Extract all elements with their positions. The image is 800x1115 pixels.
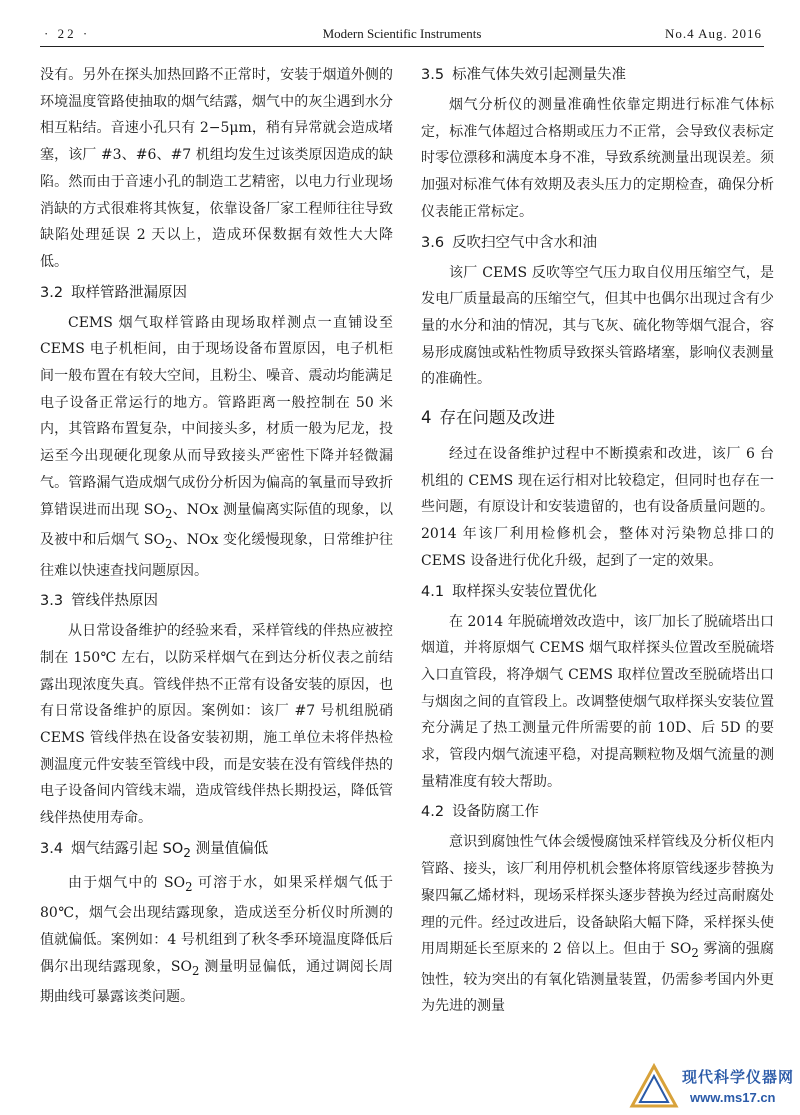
section-title: 反吹扫空气中含水和油 [452, 234, 598, 251]
section-number: 3.5 [421, 67, 445, 83]
paragraph-3-4 [40, 870, 393, 1011]
running-header [40, 24, 764, 47]
paragraph-3-6: 该厂 CEMS 反吹等空气压力取自仪用压缩空气，是发电厂质量最高的压缩空气，但其中也偶尔出现过含有少量的水分和油的情况，其与飞灰、硫化物等烟气混合，容易形成腐蚀或粘性物质导致探头管路堵塞，影响仪表测量的准确性。 [421, 264, 774, 388]
subscript: 2 [164, 506, 173, 521]
section-number: 3.3 [40, 593, 64, 610]
section-heading-3-2 [40, 280, 393, 306]
issue-info: No.4 Aug. 2016 [664, 26, 762, 41]
page-number: · 22 · [44, 26, 91, 41]
right-column [421, 62, 774, 1020]
text-run: 可溶于水，如果采样烟气低于 80℃，烟气会出现结露现象，造成送至分析仪时所测的值就偏低。案例如：4 号机组到了秋冬季环境温度降低后偶尔出现结露现象，SO [40, 874, 393, 975]
watermark-logo [628, 1062, 798, 1114]
subscript: 2 [164, 536, 173, 551]
section-title: 设备防腐工作 [452, 804, 540, 821]
section-heading-4-2 [421, 799, 774, 825]
section-title [71, 840, 269, 860]
section-number: 3.2 [40, 284, 64, 301]
text-run: CEMS 烟气取样管路由现场取样测点一直铺设至 CEMS 电子机柜间，由于现场设备布置原因，电子机柜间一般布置在有较大空间，且粉尘、噪音、震动均能满足电子设备正常运行的地方。管路距离一般控制在 50 米内，其管路布置复杂，中间接头多，材质一般为尼龙，投运至今出现硬化现象从而导致接头严密性下降并轻微漏气。管路漏气造成烟气成份分析因为偏高的氧量而导致折算错误进而出现 SO [40, 314, 393, 518]
subscript: 2 [192, 963, 200, 978]
subscript: 2 [185, 879, 193, 894]
section-title: 取样管路泄漏原因 [71, 284, 188, 301]
paragraph-4: 经过在设备维护过程中不断摸索和改进，该厂 6 台机组的 CEMS 现在运行相对比较稳定，但同时也存在一些问题，有原设计和安装遗留的，也有设备质量问题的。2014 年该厂利用检修机会，整体对污染物总排口的 CEMS 设备进行优化升级，起到了一定的效果。 [421, 446, 774, 569]
paragraph-4-2 [421, 829, 774, 1020]
section-number: 4 [421, 408, 432, 428]
paragraph-3-3: 从日常设备维护的经验来看，采样管线的伴热应被控制在 150℃ 左右，以防采样烟气在到达分析仪表之前结露出现浓度失真。管线伴热不正常有设备安装的原因，也有日常设备维护的原因。案例如：该厂 #7 号机组脱硝 CEMS 管线伴热在设备安装初期，施工单位未将伴热检测温度元件安装至管线中段，而是安装在没有管线伴热的电子设备间内管线末端，造成管线伴热长期投运，降低管线伴热使用寿命。 [40, 623, 393, 827]
text-run: 意识到腐蚀性气体会缓慢腐蚀采样管线及分析仪柜内管路、接头，该厂利用停机机会整体将原管线逐步替换为聚四氟乙烯材料，现场采样探头逐步替换为经过高耐腐处理的元件。经过改进后，设备缺陷大幅下降，采样探头使用周期延长至原来的 2 倍以上。但由于 SO [421, 834, 774, 958]
section-heading-3-4 [40, 836, 393, 866]
section-number: 3.4 [40, 840, 64, 857]
section-title: 取样探头安装位置优化 [452, 583, 598, 600]
paragraph-3-5: 烟气分析仪的测量准确性依靠定期进行标准气体标定，标准气体超过合格期或压力不正常，会导致仪表标定时零位漂移和满度本身不准，导致系统测量出现误差。须加强对标准气体有效期及表头压力的定期检查，确保分析仪表能正常标定。 [421, 97, 774, 220]
section-number: 3.6 [421, 234, 445, 251]
text-run: 由于烟气中的 SO [68, 874, 186, 891]
section-heading-3-5 [421, 62, 774, 88]
left-column [40, 62, 393, 1011]
section-title: 存在问题及改进 [439, 408, 555, 428]
watermark-site-url: www.ms17.cn [690, 1090, 776, 1105]
section-title: 标准气体失效引起测量失准 [452, 67, 627, 83]
subscript: 2 [691, 946, 699, 961]
text-run: 烟气结露引起 SO [71, 840, 184, 857]
section-heading-3-3 [40, 588, 393, 614]
watermark-site-name: 现代科学仪器网 [682, 1068, 795, 1086]
journal-title: Modern Scientific Instruments [322, 26, 482, 41]
section-title: 管线伴热原因 [71, 593, 159, 610]
section-heading-4 [421, 405, 774, 431]
text-run: 测量值偏低 [190, 840, 269, 857]
paragraph-4-1: 在 2014 年脱硫增效改造中，该厂加长了脱硫塔出口烟道，并将原烟气 CEMS 烟气取样探头位置改至脱硫塔入口直管段，将净烟气 CEMS 取样位置改至脱硫塔出口与烟囱之间的直管段上。改调整使烟气取样探头安装位置充分满足了热工测量元件所需要的前 10D、后 5D 的要求，管段内烟气流速平稳，对提高颗粒物及烟气流量的测量精准度有较大帮助。 [421, 613, 774, 790]
paragraph-continued: 没有。另外在探头加热回路不正常时，安装于烟道外侧的环境温度管路使抽取的烟气结露，烟气中的灰尘遇到水分相互粘结。音速小孔只有 2−5μm，稍有异常就会造成堵塞，该厂 #3、#6、#7 机组均发生过该类原因造成的缺陷。然而由于音速小孔的制造工艺精密，以电力行业现场消缺的方式很难将其恢复，依靠设备厂家工程师往往导致缺陷处理延误 2 天以上，造成环保数据有效性大大降低。 [40, 67, 393, 270]
paragraph-3-2 [40, 310, 393, 585]
text-run: 、NOx 测量偏离实际值的现象，以及被中和后烟气 SO [40, 501, 393, 549]
text-run: 测量明显偏低，通过调阅长周期曲线可暴露该类问题。 [40, 958, 393, 1006]
watermark-triangle-icon [628, 1062, 680, 1110]
text-run: 雾滴的强腐蚀性，较为突出的有氧化锆测量装置，仍需参考国内外更为先进的测量 [421, 941, 775, 1015]
section-heading-4-1 [421, 579, 774, 605]
section-heading-3-6 [421, 230, 774, 256]
section-number: 4.1 [421, 583, 445, 600]
subscript: 2 [183, 845, 191, 860]
text-run: 、NOx 变化缓慢现象，日常维护往往难以快速查找问题原因。 [40, 532, 393, 579]
section-number: 4.2 [421, 804, 445, 821]
